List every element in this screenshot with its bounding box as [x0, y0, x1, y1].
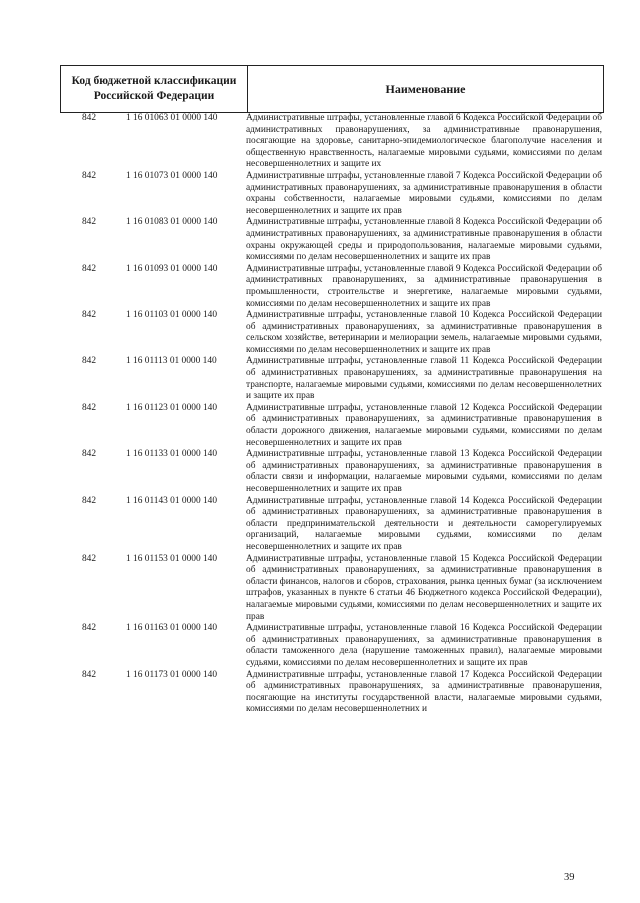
- budget-code-cell: 1 16 01113 01 0000 140: [126, 356, 217, 367]
- admin-code-cell: 842: [81, 495, 97, 506]
- budget-code-cell: 1 16 01133 01 0000 140: [126, 449, 218, 460]
- name-cell: Административные штрафы, установленные главой 16 Кодекса Российской Федерации об административных правонарушениях, за административные правонарушения в области таможенного дела (нарушение таможенных правил), налагаемые мировыми судьями, комиссиями по делам несовершеннолетних и защите их прав: [246, 623, 602, 668]
- admin-code-cell: 842: [81, 310, 97, 321]
- name-cell: Административные штрафы, установленные главой 12 Кодекса Российской Федерации об административных правонарушениях, за административные правонарушения в области дорожного движения, налагаемые мировыми судьями, комиссиями по делам несовершеннолетних и защите их прав: [246, 402, 602, 448]
- budget-code-cell: 1 16 01083 01 0000 140: [126, 217, 218, 228]
- table-row: [60, 623, 602, 669]
- table-row: [60, 113, 602, 171]
- table-row: [60, 449, 602, 495]
- admin-code-cell: 842: [81, 669, 97, 680]
- budget-code-cell: 1 16 01163 01 0000 140: [126, 623, 218, 634]
- table-body: [60, 113, 602, 716]
- page-number: 39: [564, 872, 575, 883]
- table-row: [60, 670, 602, 716]
- budget-code-cell: 1 16 01093 01 0000 140: [126, 263, 218, 274]
- name-cell: Административные штрафы, установленные главой 8 Кодекса Российской Федерации об административных правонарушениях, за административные правонарушения в области охраны окружающей среды и природопользования, налагаемые мировыми судьями, комиссиями по делам несовершеннолетних и защите их прав: [246, 217, 602, 263]
- admin-code-cell: 842: [81, 553, 97, 564]
- table-row: [60, 496, 602, 554]
- table-row: [60, 310, 602, 356]
- admin-code-cell: 842: [81, 402, 97, 413]
- admin-code-cell: 842: [81, 623, 97, 634]
- admin-code-cell: 842: [81, 263, 97, 274]
- header-name-column: Наименование: [385, 81, 466, 96]
- budget-code-cell: 1 16 01073 01 0000 140: [126, 170, 218, 181]
- table-header: [60, 65, 604, 113]
- name-cell: Административные штрафы, установленные главой 17 Кодекса Российской Федерации об административных правонарушениях, за административные правонарушения, посягающие на институты государственной власти, налагаемые мировыми судьями, комиссиями по делам несовершеннолетних и: [246, 669, 602, 715]
- budget-code-cell: 1 16 01153 01 0000 140: [126, 553, 218, 564]
- header-code-column: Код бюджетной классификации Российской Федерации: [61, 66, 248, 112]
- table-row: [60, 171, 602, 217]
- admin-code-cell: 842: [81, 356, 97, 367]
- table-row: [60, 403, 602, 449]
- name-cell: Административные штрафы, установленные главой 9 Кодекса Российской Федерации об административных правонарушениях, за административные правонарушения в промышленности, строительстве и энергетике, налагаемые мировыми судьями, комиссиями по делам несовершеннолетних и защите их прав: [246, 263, 602, 309]
- name-cell: Административные штрафы, установленные главой 13 Кодекса Российской Федерации об административных правонарушениях, за административные правонарушения в области связи и информации, налагаемые мировыми судьями, комиссиями по делам несовершеннолетних и защите их прав: [246, 449, 602, 494]
- budget-code-cell: 1 16 01143 01 0000 140: [126, 495, 218, 506]
- budget-code-cell: 1 16 01103 01 0000 140: [126, 310, 218, 321]
- name-cell: Административные штрафы, установленные главой 14 Кодекса Российской Федерации об административных правонарушениях, за административные правонарушения в области предпринимательской деятельности и деятельности саморегулируемых организаций, налагаемые мировыми судьями, комиссиями по делам несовершеннолетних и защите их прав: [246, 495, 602, 552]
- admin-code-cell: 842: [81, 113, 97, 123]
- admin-code-cell: 842: [81, 449, 97, 460]
- table-row: [60, 217, 602, 263]
- admin-code-cell: 842: [81, 217, 97, 228]
- name-cell: Административные штрафы, установленные главой 11 Кодекса Российской Федерации об административных правонарушениях, за административные правонарушения на транспорте, налагаемые мировыми судьями, комиссиями по делам несовершеннолетних и защите их прав: [246, 356, 602, 402]
- admin-code-cell: 842: [81, 170, 97, 181]
- budget-code-cell: 1 16 01123 01 0000 140: [126, 402, 218, 413]
- name-cell: Административные штрафы, установленные главой 15 Кодекса Российской Федерации об административных правонарушениях, за административные правонарушения в области финансов, налогов и сборов, страхования, рынка ценных бумаг (за исключением штрафов, указанных в пункте 6 статьи 46 Бюджетного кодекса Российской Федерации), налагаемые мировыми судьями, комиссиями по делам несовершеннолетних и защите их прав: [246, 553, 602, 622]
- name-cell: Административные штрафы, установленные главой 10 Кодекса Российской Федерации об административных правонарушениях, за административные правонарушения в сельском хозяйстве, ветеринарии и мелиорации земель, налагаемые мировыми судьями, комиссиями по делам несовершеннолетних и защите их прав: [246, 310, 602, 355]
- budget-code-cell: 1 16 01173 01 0000 140: [126, 669, 218, 680]
- table-row: [60, 554, 602, 624]
- name-cell: Административные штрафы, установленные главой 6 Кодекса Российской Федерации об административных правонарушениях, за административные правонарушения, посягающие на здоровье, санитарно-эпидемиологическое благополучие населения и общественную нравственность, налагаемые мировыми судьями, комиссиями по делам несовершеннолетних и защите их: [246, 113, 602, 170]
- budget-code-cell: 1 16 01063 01 0000 140: [126, 113, 218, 123]
- table-row: [60, 264, 602, 310]
- table-row: [60, 356, 602, 402]
- name-cell: Административные штрафы, установленные главой 7 Кодекса Российской Федерации об административных правонарушениях, за административные правонарушения в области охраны собственности, налагаемые мировыми судьями, комиссиями по делам несовершеннолетних и защите их прав: [246, 170, 602, 216]
